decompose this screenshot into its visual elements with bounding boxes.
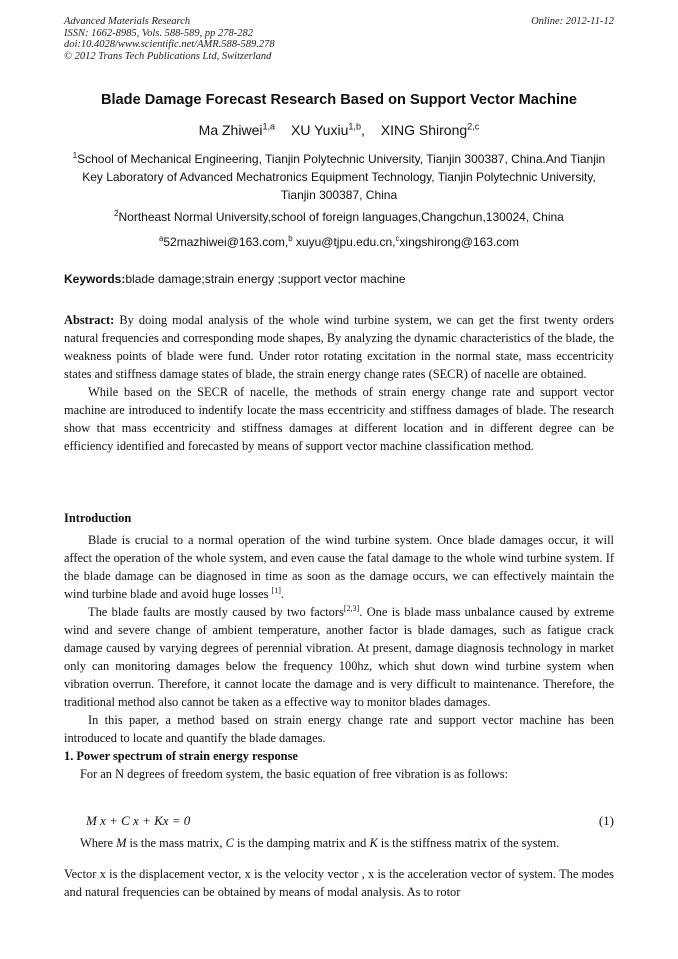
equation-1: [86, 813, 614, 829]
author: XING Shirong$^{2,c}$: [380, 121, 480, 138]
body-paragraph: The blade faults are mostly caused by two factors[2,3]. One is blade mass unbalance caused by extreme wind and severe change of ambient temperature, another factor is blade damages, such as fatigue crack damage caused by varying degrees of perennial vibration. At present, damage diagnosis technology in market only can monitoring damages below the frequency 100hz, which shut down wind turbine system when vibration overrun. Therefore, it cannot locate the damage and is very difficult to maintenance. Therefore, the traditional method also cannot be taken as a effective way to monitor blades damages.: [64, 603, 614, 709]
affiliation-1: $^1$School of Mechanical Engineering, Tianjin Polytechnic University, Tianjin 300387, China.And Tianjin Key Laboratory of Advanced Mechatronics Equipment Technology, Tianjin Polytechnic University, Tianjin 300387, China: [72, 151, 606, 202]
equation-where-clause: Where M is the mass matrix, C is the damping matrix and K is the stiffness matrix of the system.: [80, 836, 560, 850]
journal-name: Advanced Materials Research: [64, 16, 191, 27]
keywords: Keywords:blade damage;strain energy ;support vector machine: [64, 272, 406, 286]
body-paragraph: Blade is crucial to a normal operation of the wind turbine system. Once blade damages occur, it will affect the operation of the whole system, and even cause the fatal damage to the whole wind turbine system. If the blade damage can be diagnosed in time as soon as the damage occurs, we can effectively maintain the wind turbine blade and avoid huge losses [1].: [64, 533, 614, 601]
journal-header: [64, 16, 275, 62]
author-emails: $^a$52mazhiwei@163.com,$^b$ xuyu@tjpu.edu.cn,$^c$xingshirong@163.com: [159, 234, 519, 249]
body-paragraph: For an N degrees of freedom system, the basic equation of free vibration is as follows:: [80, 767, 509, 781]
introduction-body: [64, 531, 614, 783]
abstract-paragraph: Abstract: By doing modal analysis of the whole wind turbine system, we can get the first twenty orders natural frequencies and corresponding mode shapes, By analyzing the dynamic characteristics of the blade, the weakness points of blade were fund. Under rotor rotating excitation in the normal state, mass eccentricity states and stiffness damage states of blade, the strain energy change rates (SECR) of nacelle are obtained.: [64, 313, 614, 381]
abstract-paragraph: While based on the SECR of nacelle, the methods of strain energy change rate and support vector machine are introduced to indentify locate the mass eccentricity and stiffness damages of blade. The research show that mass eccentricity and stiffness damages at different location and in different degree can be efficiency identified and forecasted by means of support vector machine classification method.: [64, 385, 614, 453]
abstract: [64, 311, 614, 455]
copyright-line: © 2012 Trans Tech Publications Ltd, Switzerland: [64, 50, 272, 62]
body-paragraph: Vector x is the displacement vector, x is the velocity vector , x is the acceleration vector of system. The modes and natural frequencies can be obtained by means of modal analysis. As to rotor: [64, 867, 614, 899]
equation-text: M x + C x + Kx = 0: [86, 813, 191, 828]
section-heading-1: 1. Power spectrum of strain energy response: [64, 749, 298, 763]
online-date: Online: 2012-11-12: [531, 16, 614, 27]
doi-line: doi:10.4028/www.scientific.net/AMR.588-589.278: [64, 39, 275, 50]
author: XU Yuxiu$^{1,b}$,: [291, 121, 365, 138]
author: Ma Zhiwei$^{1,a}$: [198, 121, 276, 138]
paper-title: Blade Damage Forecast Research Based on Support Vector Machine: [100, 92, 578, 108]
issn-line: ISSN: 1662-8985, Vols. 588-589, pp 278-282: [64, 27, 253, 39]
author-list: [0, 122, 678, 138]
equation-number: (1): [598, 813, 614, 828]
affiliation-2: $^2$Northeast Normal University,school of foreign languages,Changchun,130024, China: [114, 209, 564, 224]
body-paragraph: In this paper, a method based on strain energy change rate and support vector machine has been introduced to locate and quantify the blade damages.: [64, 713, 614, 745]
section-heading-introduction: Introduction: [64, 511, 132, 525]
